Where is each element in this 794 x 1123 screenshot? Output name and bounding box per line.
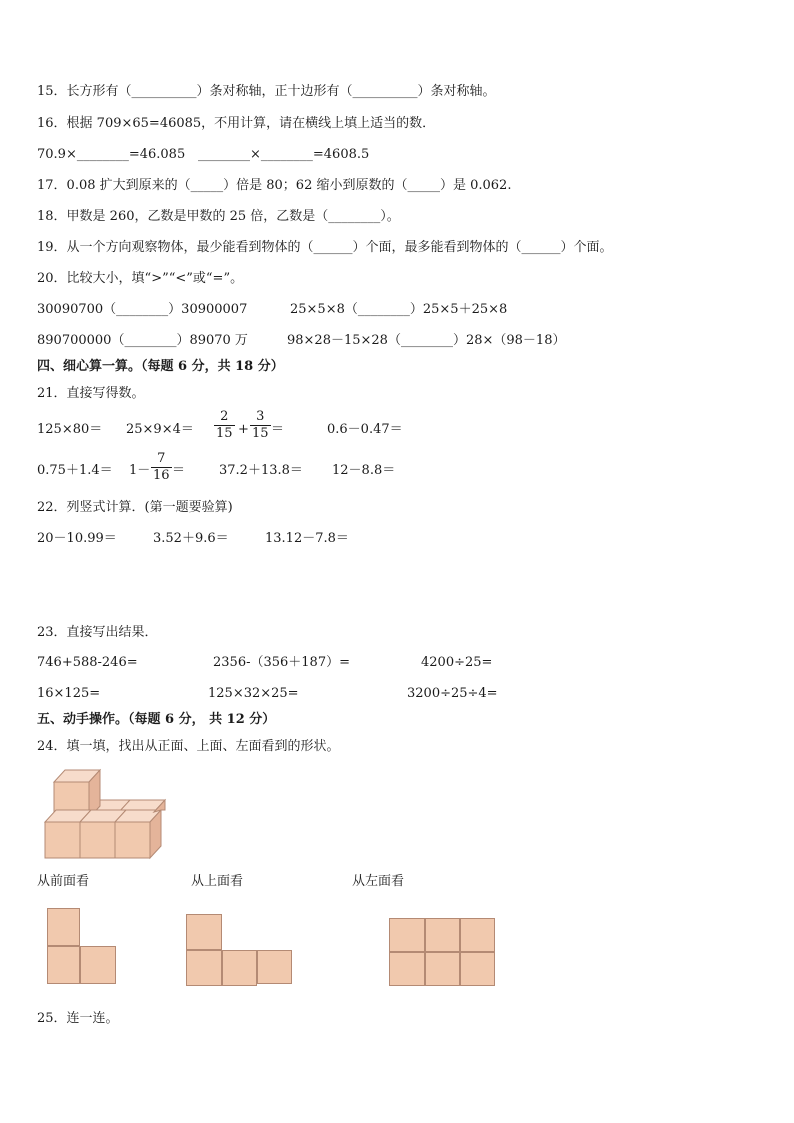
question-20-b: 25×5×8（________）25×5＋25×8 xyxy=(290,302,508,317)
question-20-c: 890700000（________）89070 万 xyxy=(37,333,248,348)
question-21-d: 0.6－0.47＝ xyxy=(327,422,403,437)
question-16-b: ________×________=4608.5 xyxy=(198,147,370,162)
question-24-stem: 24．填一填，找出从正面、上面、左面看到的形状。 xyxy=(37,739,340,754)
question-20-stem: 20．比较大小，填“>”“<”或“=”。 xyxy=(37,271,244,286)
fraction-numerator: 7 xyxy=(157,451,166,466)
left-view-square xyxy=(389,918,425,952)
cube-stack-drawing xyxy=(44,768,172,860)
question-21-a: 125×80＝ xyxy=(37,422,103,437)
cube-stack-image xyxy=(44,768,172,860)
fraction-7-16 xyxy=(151,451,172,484)
top-view-shape xyxy=(186,914,294,988)
view-front-label: 从前面看 xyxy=(37,874,90,889)
question-22-stem: 22．列竖式计算．(第一题要验算) xyxy=(37,500,233,515)
question-21-b: 25×9×4＝ xyxy=(126,422,194,437)
fraction-2-15 xyxy=(214,409,235,442)
question-23-a: 746+588-246= xyxy=(37,655,138,670)
left-view-shape xyxy=(389,918,497,988)
top-view-square xyxy=(222,950,257,986)
left-view-square xyxy=(425,952,460,986)
section-5-heading: 五、动手操作。（每题 6 分， 共 12 分） xyxy=(37,712,276,727)
top-view-square xyxy=(186,914,222,950)
question-16-stem: 16．根据 709×65=46085，不用计算，请在横线上填上适当的数． xyxy=(37,116,436,131)
front-view-square xyxy=(80,946,116,984)
fraction-denominator: 16 xyxy=(153,468,170,483)
question-22-c: 13.12－7.8＝ xyxy=(265,531,349,546)
question-21-stem: 21．直接写得数。 xyxy=(37,386,145,401)
left-view-square xyxy=(389,952,425,986)
left-view-square xyxy=(460,918,495,952)
question-21-g: 37.2＋13.8＝ xyxy=(219,463,303,478)
question-18: 18．甲数是 260，乙数是甲数的 25 倍，乙数是（________）。 xyxy=(37,209,400,224)
question-21-h: 12－8.8＝ xyxy=(332,463,396,478)
section-4-heading: 四、细心算一算。（每题 6 分，共 18 分） xyxy=(37,359,284,374)
question-20-d: 98×28－15×28（________）28×（98－18） xyxy=(287,333,566,348)
question-22-b: 3.52＋9.6＝ xyxy=(153,531,229,546)
question-21-e: 0.75＋1.4＝ xyxy=(37,463,113,478)
left-view-square xyxy=(425,918,460,952)
question-22-a: 20－10.99＝ xyxy=(37,531,117,546)
question-21-f-prefix: 1－ xyxy=(129,463,151,478)
question-16-a: 70.9×________=46.085 xyxy=(37,147,186,162)
equals-sign: ＝ xyxy=(271,422,285,437)
fraction-numerator: 3 xyxy=(256,409,265,424)
plus-sign: + xyxy=(238,422,249,437)
top-view-square xyxy=(257,950,292,984)
fraction-denominator: 15 xyxy=(252,426,269,441)
fraction-3-15 xyxy=(250,409,271,442)
question-23-b: 2356-（356＋187）= xyxy=(213,655,350,670)
fraction-numerator: 2 xyxy=(220,409,229,424)
question-23-e: 125×32×25= xyxy=(208,686,299,701)
question-15: 15．长方形有（__________）条对称轴，正十边形有（__________）条对称轴。 xyxy=(37,84,496,99)
question-23-f: 3200÷25÷4= xyxy=(407,686,498,701)
question-20-a: 30090700（________）30900007 xyxy=(37,302,248,317)
equals-sign: ＝ xyxy=(172,463,186,478)
left-view-square xyxy=(460,952,495,986)
view-left-label: 从左面看 xyxy=(352,874,405,889)
question-17: 17．0.08 扩大到原来的（_____）倍是 80；62 缩小到原数的（_____）是 0.062. xyxy=(37,178,512,193)
question-23-c: 4200÷25= xyxy=(421,655,493,670)
view-top-label: 从上面看 xyxy=(191,874,244,889)
front-view-square xyxy=(47,908,80,946)
question-19: 19．从一个方向观察物体，最少能看到物体的（______）个面，最多能看到物体的（______）个面。 xyxy=(37,240,613,255)
fraction-denominator: 15 xyxy=(216,426,233,441)
question-23-stem: 23．直接写出结果． xyxy=(37,625,158,640)
front-view-square xyxy=(47,946,80,984)
question-25: 25．连一连。 xyxy=(37,1011,119,1026)
front-view-shape xyxy=(47,908,119,986)
question-23-d: 16×125= xyxy=(37,686,101,701)
top-view-square xyxy=(186,950,222,986)
